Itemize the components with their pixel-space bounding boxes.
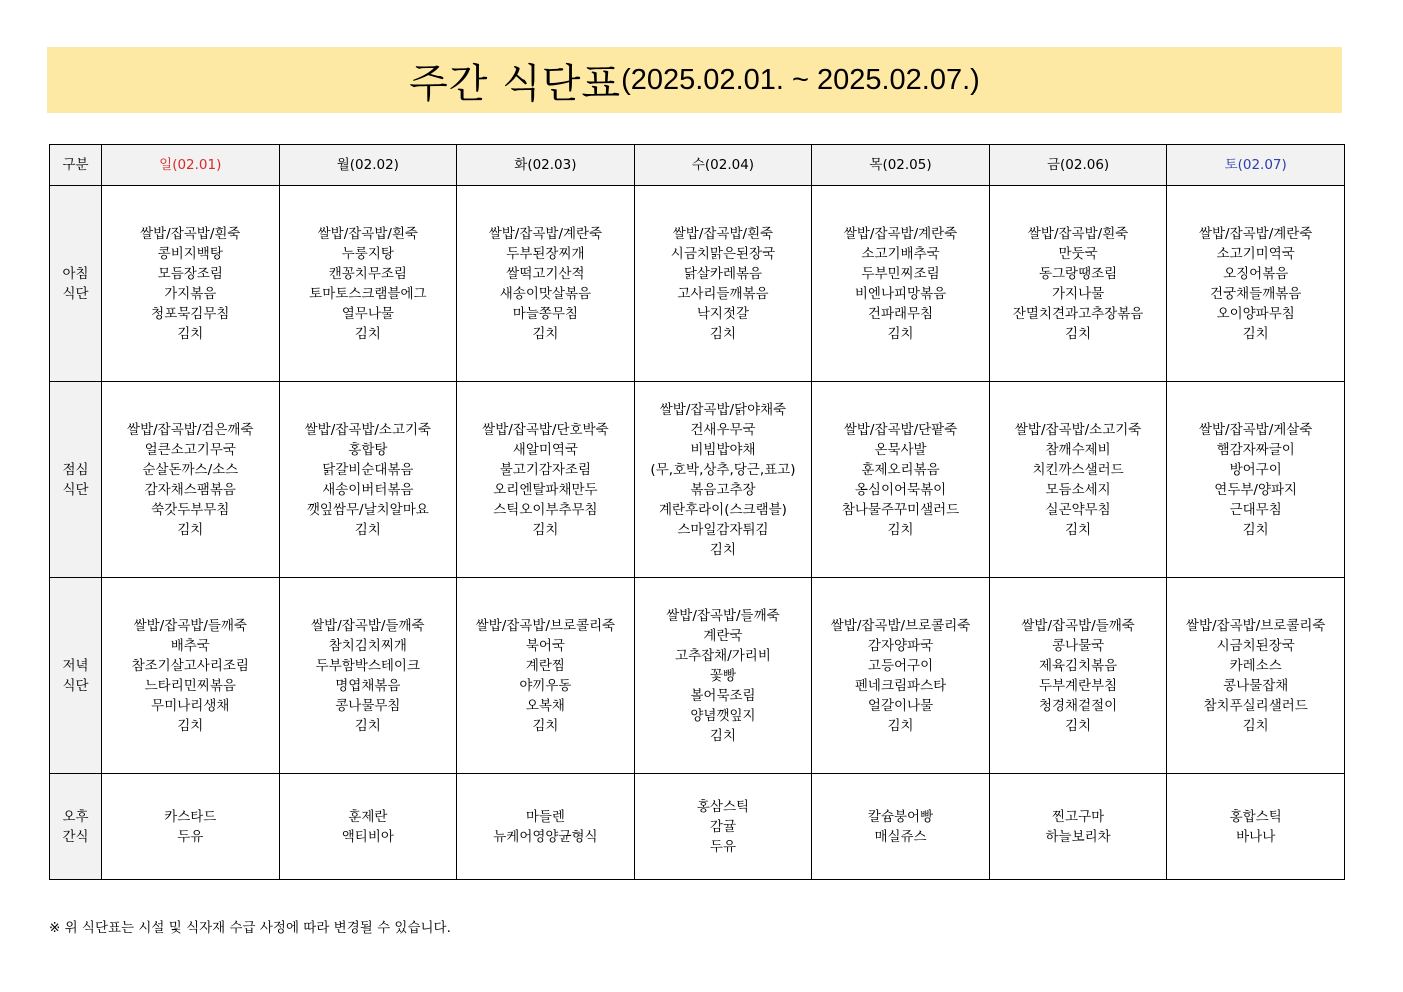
menu-cell-lunch-mon (279, 382, 457, 578)
menu-item: 쌀떡고기산적 (506, 265, 585, 282)
menu-cell-dinner-tue (457, 578, 635, 774)
category-header: 구분 (50, 145, 102, 186)
menu-row-dinner (50, 578, 1345, 774)
menu-item: 계란후라이(스크램블) (659, 501, 787, 518)
menu-item: 두부된장찌개 (506, 245, 585, 262)
menu-item: 김치 (1065, 325, 1092, 342)
menu-cell-dinner-sat (1167, 578, 1345, 774)
menu-row-breakfast (50, 186, 1345, 382)
menu-item: 김치 (532, 717, 559, 734)
menu-item: 야끼우동 (519, 677, 572, 694)
menu-item: 배추국 (170, 637, 210, 654)
menu-cell-dinner-mon (279, 578, 457, 774)
menu-item: 청포묵김무침 (151, 305, 230, 322)
menu-item: 김치 (532, 521, 559, 538)
menu-item: 참치김치찌개 (328, 637, 407, 654)
menu-cell-dinner-thu (812, 578, 990, 774)
menu-item: 김치 (177, 521, 204, 538)
menu-cell-breakfast-wed (634, 186, 812, 382)
menu-cell-breakfast-thu (812, 186, 990, 382)
menu-item: 펜네크림파스타 (854, 677, 947, 694)
menu-item: 고등어구이 (867, 657, 934, 674)
menu-item: 쌀밥/잡곡밥/흰죽 (672, 225, 774, 242)
day-header-sun: 일(02.01) (102, 145, 280, 186)
menu-item: 고추잡채/가리비 (675, 647, 771, 664)
menu-item: 쌀밥/잡곡밥/검은깨죽 (127, 421, 254, 438)
menu-item: 쌀밥/잡곡밥/흰죽 (1027, 225, 1129, 242)
menu-item: 오리엔탈파채만두 (493, 481, 598, 498)
menu-item: 액티비아 (341, 828, 394, 845)
menu-item: 참치푸실리샐러드 (1203, 697, 1308, 714)
menu-item: 소고기배추국 (861, 245, 940, 262)
day-header-sat: 토(02.07) (1167, 145, 1345, 186)
menu-item: 온묵사발 (874, 441, 927, 458)
row-label-line: 저녁 (62, 657, 89, 674)
menu-item: 두부계란부침 (1038, 677, 1118, 694)
menu-item: 순살돈까스/소스 (142, 461, 239, 478)
menu-item: 누룽지탕 (341, 245, 394, 262)
menu-item: 매실쥬스 (874, 828, 927, 845)
day-header-mon: 월(02.02) (279, 145, 457, 186)
menu-cell-lunch-fri (989, 382, 1167, 578)
menu-item: 마늘쫑무침 (512, 305, 579, 322)
menu-item: 건궁채들깨볶음 (1210, 285, 1302, 302)
date-range: (2025.02.01. ~ 2025.02.07.) (621, 63, 980, 96)
menu-item: 김치 (177, 325, 204, 342)
footnote: ※ 위 식단표는 시설 및 식자재 수급 사정에 따라 변경될 수 있습니다. (49, 920, 451, 936)
menu-item: 얼갈이나물 (867, 697, 934, 714)
menu-item: 김치 (354, 325, 381, 342)
menu-item: 콩나물국 (1052, 637, 1105, 654)
menu-cell-breakfast-tue (457, 186, 635, 382)
menu-item: 훈제오리볶음 (861, 461, 940, 478)
menu-cell-dinner-sun (102, 578, 280, 774)
row-label-dinner (50, 578, 102, 774)
menu-item: 콩나물무침 (335, 697, 401, 714)
menu-item: 새알미역국 (512, 441, 579, 458)
menu-item: 김치 (709, 325, 737, 342)
menu-item: 시금치된장국 (1216, 637, 1295, 654)
menu-cell-snack-mon (279, 774, 457, 880)
menu-item: 제육김치볶음 (1038, 657, 1118, 674)
menu-item: 계란국 (703, 627, 743, 644)
menu-item: 김치 (1242, 717, 1269, 734)
menu-item: 햄감자짜글이 (1216, 441, 1295, 458)
menu-item: 쌀밥/잡곡밥/소고기죽 (1014, 421, 1142, 438)
menu-item: 얼큰소고기무국 (144, 441, 236, 458)
menu-item: 콩비지백탕 (157, 245, 223, 262)
menu-item: 김치 (354, 717, 381, 734)
menu-cell-lunch-sun (102, 382, 280, 578)
menu-item: 쌀밥/잡곡밥/흰죽 (140, 225, 241, 242)
menu-item: 스마일감자튀김 (677, 521, 769, 538)
menu-item: 스틱오이부추무침 (493, 501, 598, 518)
menu-item: 칼슘붕어빵 (867, 808, 934, 825)
menu-item: 잔멸치견과고추장볶음 (1012, 305, 1144, 322)
menu-cell-breakfast-sat (1167, 186, 1345, 382)
menu-row-lunch (50, 382, 1345, 578)
menu-item: 가지나물 (1052, 285, 1105, 302)
menu-item: 느타리민찌볶음 (144, 677, 236, 694)
menu-cell-snack-thu (812, 774, 990, 880)
day-header-thu: 목(02.05) (812, 145, 990, 186)
row-label-snack (50, 774, 102, 880)
menu-item: 쌀밥/잡곡밥/게살죽 (1198, 421, 1313, 438)
menu-item: 양념깻잎지 (690, 707, 756, 724)
row-label-line: 식단 (62, 481, 89, 498)
menu-item: 토마토스크램블에그 (309, 285, 427, 302)
menu-item: 하늘보리차 (1045, 828, 1111, 845)
menu-item: 김치 (532, 325, 559, 342)
menu-item: 쌀밥/잡곡밥/소고기죽 (304, 421, 432, 438)
menu-item: 김치 (1242, 521, 1269, 538)
menu-item: 방어구이 (1229, 461, 1282, 478)
menu-item: 김치 (354, 521, 381, 538)
menu-item: 소고기미역국 (1216, 245, 1295, 262)
menu-item: 볶음고추장 (690, 481, 756, 498)
menu-item: 참깨수제비 (1045, 441, 1111, 458)
row-label-line: 간식 (62, 828, 89, 845)
menu-item: 마들렌 (525, 808, 565, 825)
menu-cell-lunch-sat (1167, 382, 1345, 578)
menu-item: 꽃빵 (709, 667, 737, 684)
menu-cell-lunch-thu (812, 382, 990, 578)
menu-item: 명엽채볶음 (335, 677, 401, 694)
menu-item: 닭살카레볶음 (683, 265, 763, 282)
page-title: 주간 식단표 (409, 60, 622, 107)
menu-cell-dinner-fri (989, 578, 1167, 774)
menu-item: 비빔밥야채 (690, 441, 756, 458)
menu-item: 치킨까스샐러드 (1032, 461, 1124, 478)
menu-item: 쌀밥/잡곡밥/닭야채죽 (659, 401, 787, 418)
menu-item: 김치 (1065, 717, 1092, 734)
menu-item: 옹심이어묵볶이 (854, 481, 947, 498)
menu-cell-lunch-wed (634, 382, 812, 578)
menu-row-snack (50, 774, 1345, 880)
menu-item: 연두부/양파지 (1214, 481, 1298, 498)
menu-item: 닭갈비순대볶음 (322, 461, 414, 478)
menu-item: 김치 (887, 521, 914, 538)
menu-item: 두부민찌조림 (861, 265, 940, 282)
menu-item: 만둣국 (1058, 245, 1098, 262)
menu-item: 김치 (1242, 325, 1269, 342)
menu-cell-breakfast-sun (102, 186, 280, 382)
menu-item: 비엔나피망볶음 (854, 285, 947, 302)
row-label-line: 점심 (62, 461, 89, 478)
menu-item: 김치 (177, 717, 204, 734)
menu-item: 홍합탕 (348, 441, 388, 458)
menu-item: 고사리들깨볶음 (677, 285, 769, 302)
menu-item: 두유 (177, 828, 204, 845)
menu-cell-snack-wed (634, 774, 812, 880)
menu-cell-snack-sat (1167, 774, 1345, 880)
menu-cell-snack-sun (102, 774, 280, 880)
menu-item: 근대무침 (1229, 501, 1282, 518)
menu-item: 깻잎쌈무/날치알마요 (306, 501, 429, 518)
menu-item: 무미나리생채 (151, 697, 230, 714)
menu-item: (무,호박,상추,당근,표고) (650, 461, 796, 478)
menu-item: 쌀밥/잡곡밥/브로콜리죽 (1185, 617, 1326, 634)
menu-item: 새송이맛살볶음 (499, 285, 592, 302)
menu-item: 쌀밥/잡곡밥/단팥죽 (843, 421, 958, 438)
menu-item: 캔꽁치무조림 (328, 265, 407, 282)
day-header-fri: 금(02.06) (989, 145, 1167, 186)
menu-cell-dinner-wed (634, 578, 812, 774)
menu-item: 쌀밥/잡곡밥/브로콜리죽 (475, 617, 616, 634)
row-label-line: 식단 (62, 285, 89, 302)
menu-item: 김치 (887, 717, 914, 734)
menu-cell-breakfast-fri (989, 186, 1167, 382)
menu-item: 시금치맑은된장국 (670, 245, 776, 262)
menu-cell-snack-tue (457, 774, 635, 880)
menu-item: 참나물주꾸미샐러드 (841, 501, 960, 518)
row-label-lunch (50, 382, 102, 578)
menu-item: 청경채겉절이 (1038, 697, 1118, 714)
menu-item: 오징어볶음 (1223, 265, 1289, 282)
menu-item: 감자양파국 (867, 637, 934, 654)
row-label-line: 오후 (62, 808, 89, 825)
menu-item: 쌀밥/잡곡밥/들깨죽 (1021, 617, 1135, 634)
menu-item: 쌀밥/잡곡밥/계란죽 (1198, 225, 1313, 242)
menu-item: 콩나물잡채 (1223, 677, 1289, 694)
menu-item: 김치 (709, 727, 737, 744)
menu-item: 쌀밥/잡곡밥/계란죽 (488, 225, 603, 242)
menu-item: 김치 (709, 541, 737, 558)
menu-item: 찐고구마 (1052, 808, 1105, 825)
menu-item: 감귤 (709, 818, 737, 835)
menu-item: 훈제란 (348, 808, 388, 825)
menu-item: 계란찜 (525, 657, 565, 674)
menu-cell-lunch-tue (457, 382, 635, 578)
menu-item: 건파래무침 (867, 305, 934, 322)
menu-item: 카레소스 (1229, 657, 1282, 674)
menu-item: 쌀밥/잡곡밥/들깨죽 (311, 617, 425, 634)
weekly-menu-table (49, 144, 1345, 880)
row-label-breakfast (50, 186, 102, 382)
menu-item: 쌀밥/잡곡밥/계란죽 (843, 225, 958, 242)
menu-item: 홍합스틱 (1229, 808, 1282, 825)
menu-item: 볼어묵조림 (690, 687, 756, 704)
menu-item: 북어국 (525, 637, 565, 654)
menu-item: 김치 (887, 325, 914, 342)
menu-item: 쌀밥/잡곡밥/들깨죽 (133, 617, 247, 634)
menu-cell-breakfast-mon (279, 186, 457, 382)
header-row (50, 145, 1345, 186)
menu-item: 참조기살고사리조림 (131, 657, 249, 674)
menu-item: 쌀밥/잡곡밥/흰죽 (317, 225, 419, 242)
menu-cell-snack-fri (989, 774, 1167, 880)
menu-item: 모듬소세지 (1045, 481, 1111, 498)
menu-body (50, 186, 1345, 880)
menu-item: 뉴케어영양균형식 (493, 828, 598, 845)
menu-item: 모듬장조림 (157, 265, 223, 282)
menu-item: 오이양파무침 (1216, 305, 1295, 322)
menu-item: 오복채 (525, 697, 565, 714)
title-banner (47, 47, 1342, 113)
menu-item: 쌀밥/잡곡밥/들깨죽 (666, 607, 780, 624)
menu-item: 카스타드 (164, 808, 217, 825)
menu-item: 김치 (1065, 521, 1092, 538)
menu-item: 쌀밥/잡곡밥/브로콜리죽 (830, 617, 971, 634)
menu-item: 건새우무국 (690, 421, 756, 438)
menu-item: 바나나 (1236, 828, 1276, 845)
menu-item: 새송이버터볶음 (322, 481, 414, 498)
menu-item: 불고기감자조림 (499, 461, 592, 478)
day-header-wed: 수(02.04) (634, 145, 812, 186)
menu-item: 가지볶음 (164, 285, 217, 302)
menu-item: 낙지젓갈 (696, 305, 750, 322)
menu-item: 동그랑땡조림 (1038, 265, 1118, 282)
menu-item: 쑥갓두부무침 (151, 501, 230, 518)
row-label-line: 식단 (62, 677, 89, 694)
day-header-tue: 화(02.03) (457, 145, 635, 186)
row-label-line: 아침 (62, 265, 89, 282)
menu-item: 홍삼스틱 (696, 798, 750, 815)
menu-item: 열무나물 (341, 305, 394, 322)
menu-item: 두부함박스테이크 (315, 657, 420, 674)
menu-item: 쌀밥/잡곡밥/단호박죽 (482, 421, 609, 438)
menu-item: 실곤약무침 (1045, 501, 1111, 518)
menu-item: 감자채스팸볶음 (144, 481, 236, 498)
menu-item: 두유 (709, 838, 737, 855)
